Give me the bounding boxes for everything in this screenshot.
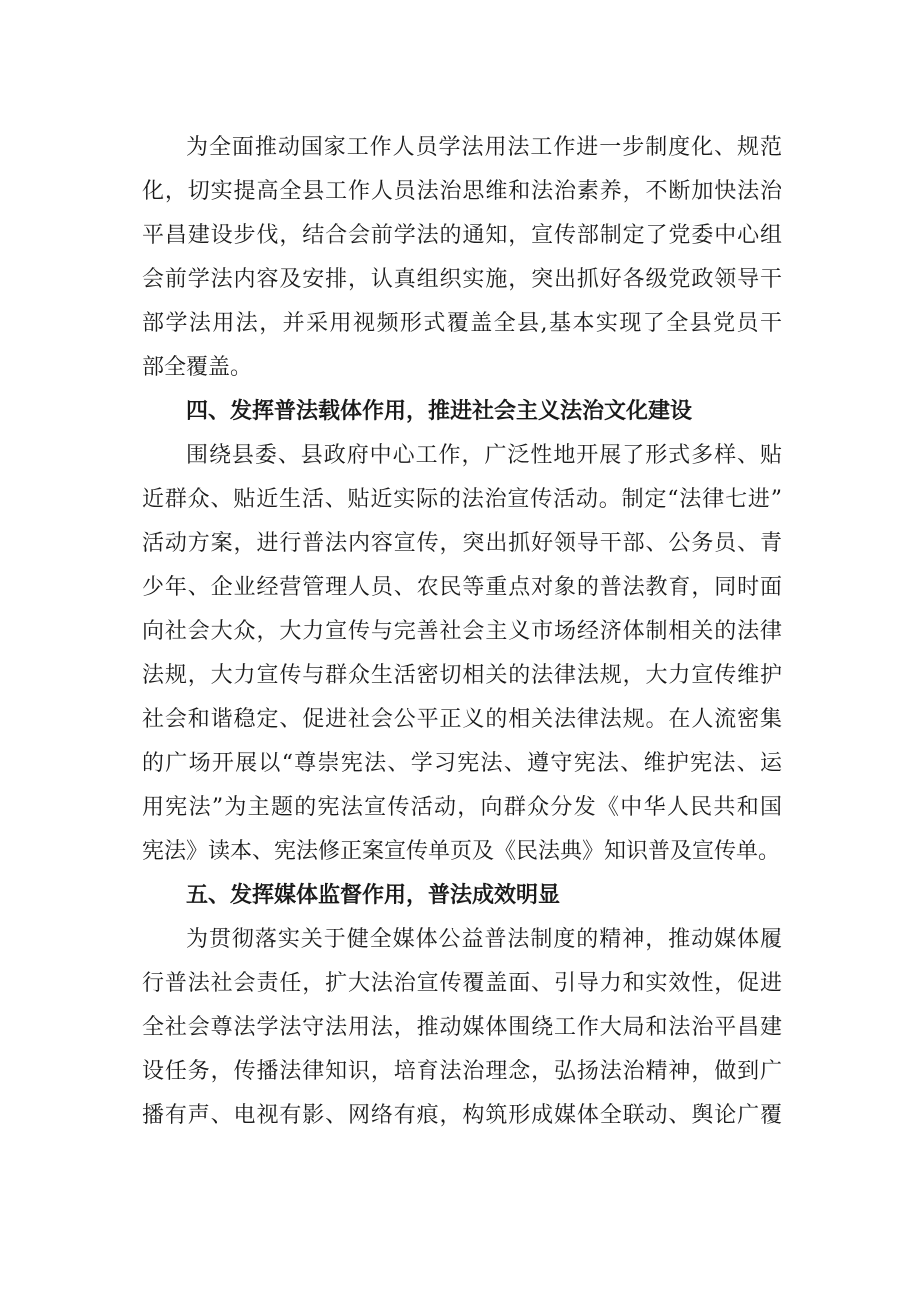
text-line: 为贯彻落实关于健全媒体公益普法制度的精神，推动媒体履 — [186, 927, 782, 952]
text-line: 宪法》读本、宪法修正案宣传单页及《民法典》知识普及宣传单。 — [142, 839, 781, 864]
text-line: 部学法用法，并采用视频形式覆盖全县,基本实现了全县党员干 — [142, 311, 782, 336]
text-line: 会前学法内容及安排，认真组织实施，突出抓好各级党政领导干 — [142, 267, 782, 292]
text-line: 部全覆盖。 — [142, 355, 253, 380]
text-line: 围绕县委、县政府中心工作，广泛性地开展了形式多样、贴 — [186, 443, 782, 468]
text-line: 为全面推动国家工作人员学法用法工作进一步制度化、规范 — [186, 135, 782, 160]
text-line: 向社会大众，大力宣传与完善社会主义市场经济体制相关的法律 — [142, 619, 782, 644]
text-line: 平昌建设步伐，结合会前学法的通知，宣传部制定了党委中心组 — [142, 223, 782, 248]
text-line: 活动方案，进行普法内容宣传，突出抓好领导干部、公务员、青 — [142, 531, 782, 556]
text-line: 行普法社会责任，扩大法治宣传覆盖面、引导力和实效性，促进 — [142, 971, 782, 996]
paragraph-media — [142, 918, 782, 1138]
text-line: 近群众、贴近生活、贴近实际的法治宣传活动。制定“法律七进” — [142, 487, 782, 512]
paragraph-legal-culture — [142, 434, 782, 874]
text-line: 全社会尊法学法守法用法，推动媒体围绕工作大局和法治平昌建 — [142, 1015, 782, 1040]
section-heading-5: 五、发挥媒体监督作用，普法成效明显 — [186, 883, 561, 908]
section-heading-4: 四、发挥普法载体作用，推进社会主义法治文化建设 — [186, 399, 693, 424]
paragraph-intro — [142, 126, 782, 390]
text-line: 的广场开展以“尊崇宪法、学习宪法、遵守宪法、维护宪法、运 — [142, 751, 782, 776]
text-line: 法规，大力宣传与群众生活密切相关的法律法规，大力宣传维护 — [142, 663, 782, 688]
text-line: 少年、企业经营管理人员、农民等重点对象的普法教育，同时面 — [142, 575, 782, 600]
document-page — [142, 126, 782, 1138]
text-line: 用宪法”为主题的宪法宣传活动，向群众分发《中华人民共和国 — [142, 795, 782, 820]
text-line: 化，切实提高全县工作人员法治思维和法治素养，不断加快法治 — [142, 179, 782, 204]
text-line: 社会和谐稳定、促进社会公平正义的相关法律法规。在人流密集 — [142, 707, 782, 732]
text-line: 设任务，传播法律知识，培育法治理念，弘扬法治精神，做到广 — [142, 1059, 782, 1084]
text-line: 播有声、电视有影、网络有痕，构筑形成媒体全联动、舆论广覆 — [142, 1103, 782, 1128]
